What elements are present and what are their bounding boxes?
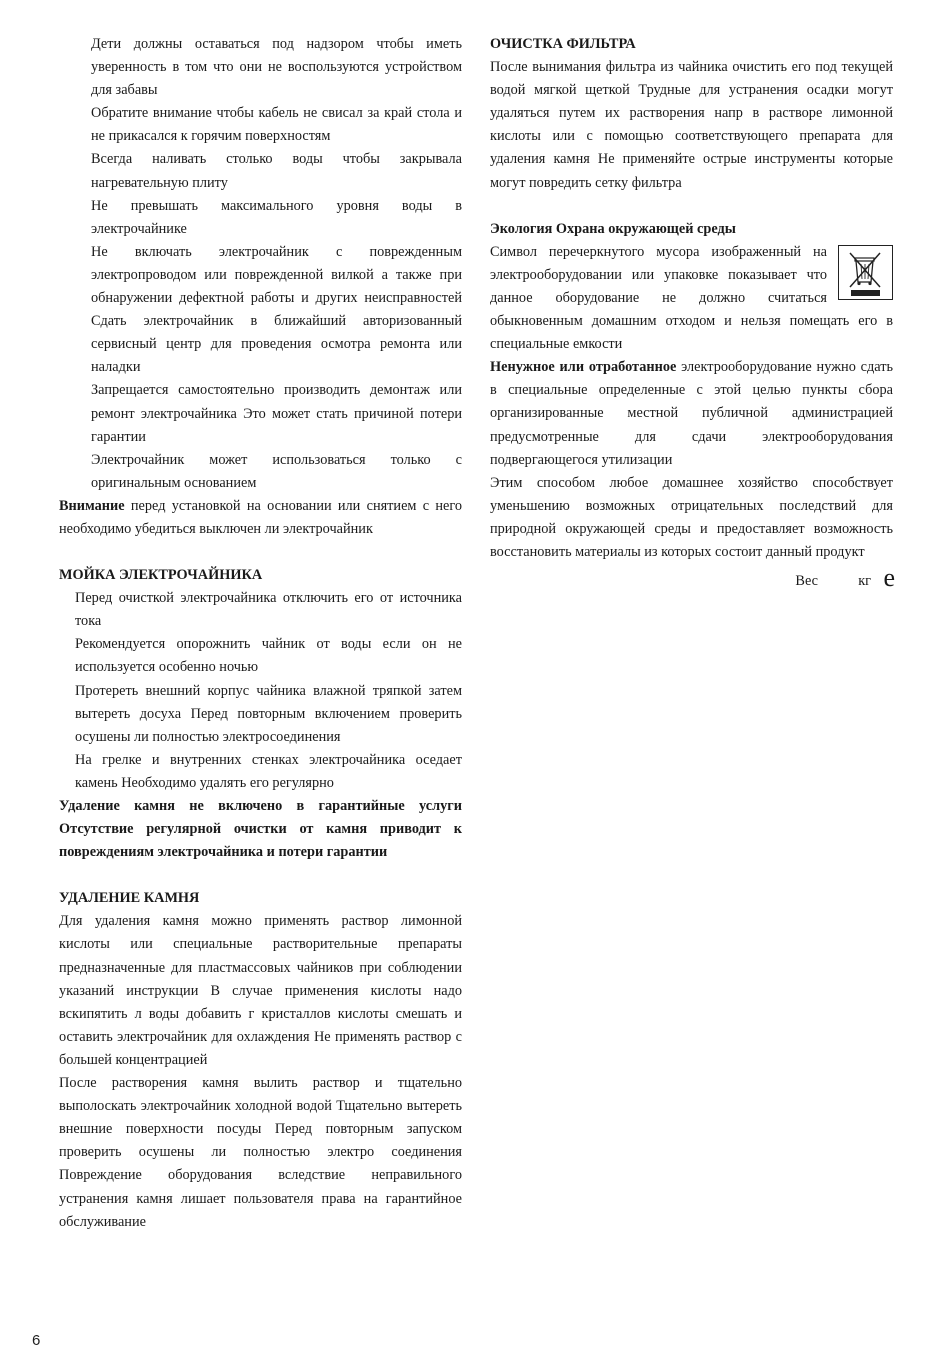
safety-item: Не включать электрочайник с поврежденным электропроводом или поврежденной вилкой а также при обнаружении дефектной работы и других неисправностей Сдать электрочайник в ближайший авторизованный сервисный центр для проведения осмотра ремонта или наладки — [91, 243, 462, 376]
right-column — [490, 33, 893, 593]
left-column — [59, 33, 462, 1234]
filter-paragraph: После вынимания фильтра из чайника очистить его под текущей водой мягкой щеткой Трудные для устранения осадки могут удаляться путем их растворения напр в растворе лимонной кислоты или с помощью соответствующего препарата для удаления камня Не применяйте острые инструменты которые могут повредить сетку фильтра — [490, 59, 893, 191]
safety-item: Не превышать максимального уровня воды в электрочайнике — [91, 197, 462, 237]
eco-heading: Экология Охрана окружающей среды — [490, 220, 736, 237]
weight-unit: кг — [858, 573, 871, 590]
weight-line — [490, 563, 895, 593]
safety-item: Запрещается самостоятельно производить демонтаж или ремонт электрочайника Это может стать причиной потери гарантии — [91, 382, 462, 445]
warning-paragraph — [59, 495, 462, 541]
descale-paragraph: После растворения камня вылить раствор и тщательно выполоскать электрочайник холодной водой Тщательно вытереть внешние поверхности посуды Перед повторным запуском проверить осушены ли полностью электро соединения Повреждение оборудования вследствие неправильного устранения камня лишает пользователя права на гарантийное обслуживание — [59, 1075, 462, 1230]
filter-heading: ОЧИСТКА ФИЛЬТРА — [490, 36, 636, 52]
disposal-label: Ненужное или отработанное — [490, 359, 677, 376]
crossed-out-wheelie-bin-icon — [838, 245, 893, 300]
washing-heading: МОЙКА ЭЛЕКТРОЧАЙНИКА — [59, 567, 263, 584]
warning-text: перед установкой на основании или снятием с него необходимо убедиться выключен ли электрочайник — [59, 497, 462, 537]
disposal-paragraph — [490, 356, 893, 471]
weight-label: Вес — [795, 573, 818, 590]
household-paragraph: Этим способом любое домашнее хозяйство способствует уменьшению возможных отрицательных последствий для природной окружающей среды и предоставляет возможность восстановить материалы из которых состоит данный продукт — [490, 474, 893, 560]
disposal-text: электрооборудование нужно сдать в специальные определенные с этой целью пункты сбора организированные местной публичной администрацией предусмотренные для сдачи электрооборудования подвергающегося утилизации — [490, 359, 894, 468]
e-mark-icon: e — [883, 563, 895, 593]
safety-item: Всегда наливать столько воды чтобы закрывала нагревательную плиту — [91, 151, 462, 191]
eco-block — [490, 241, 893, 356]
washing-item: На грелке и внутренних стенках электрочайника оседает камень Необходимо удалять его регулярно — [75, 751, 462, 791]
safety-item: Обратите внимание чтобы кабель не свисал за край стола и не прикасался к горячим поверхностям — [91, 105, 462, 145]
washing-item: Рекомендуется опорожнить чайник от воды если он не используется особенно ночью — [75, 636, 462, 676]
descale-paragraph: Для удаления камня можно применять раствор лимонной кислоты или специальные растворительные препараты предназначенные для пластмассовых чайников при соблюдении указаний инструкции В случае применения кислоты надо вскипятить л воды добавить г кристаллов кислоты смешать и оставить электрочайник для охлаждения Не применять раствор с большей концентрацией — [59, 913, 462, 1068]
page-number: 6 — [32, 1332, 41, 1349]
washing-warning: Удаление камня не включено в гарантийные услуги Отсутствие регулярной очистки от камня приводит к повреждениям электрочайника и потери гарантии — [59, 798, 462, 861]
safety-item: Электрочайник может использоваться только с оригинальным основанием — [91, 451, 462, 491]
warning-label: Внимание — [59, 497, 125, 514]
eco-paragraph: Символ перечеркнутого мусора изображенный на электрооборудовании или упаковке показывает что данное оборудование не должно считаться обыкновенным домашним отходом и нельзя помещать его в специальные емкости — [490, 243, 893, 353]
descale-heading: УДАЛЕНИЕ КАМНЯ — [59, 890, 200, 907]
washing-item: Протереть внешний корпус чайника влажной тряпкой затем вытереть досуха Перед повторным включением проверить осушены ли полностью электросоединения — [75, 682, 462, 745]
washing-item: Перед очисткой электрочайника отключить его от источника тока — [75, 590, 462, 630]
safety-item: Дети должны оставаться под надзором чтобы иметь уверенность в том что они не воспользуются устройством для забавы — [91, 36, 462, 99]
